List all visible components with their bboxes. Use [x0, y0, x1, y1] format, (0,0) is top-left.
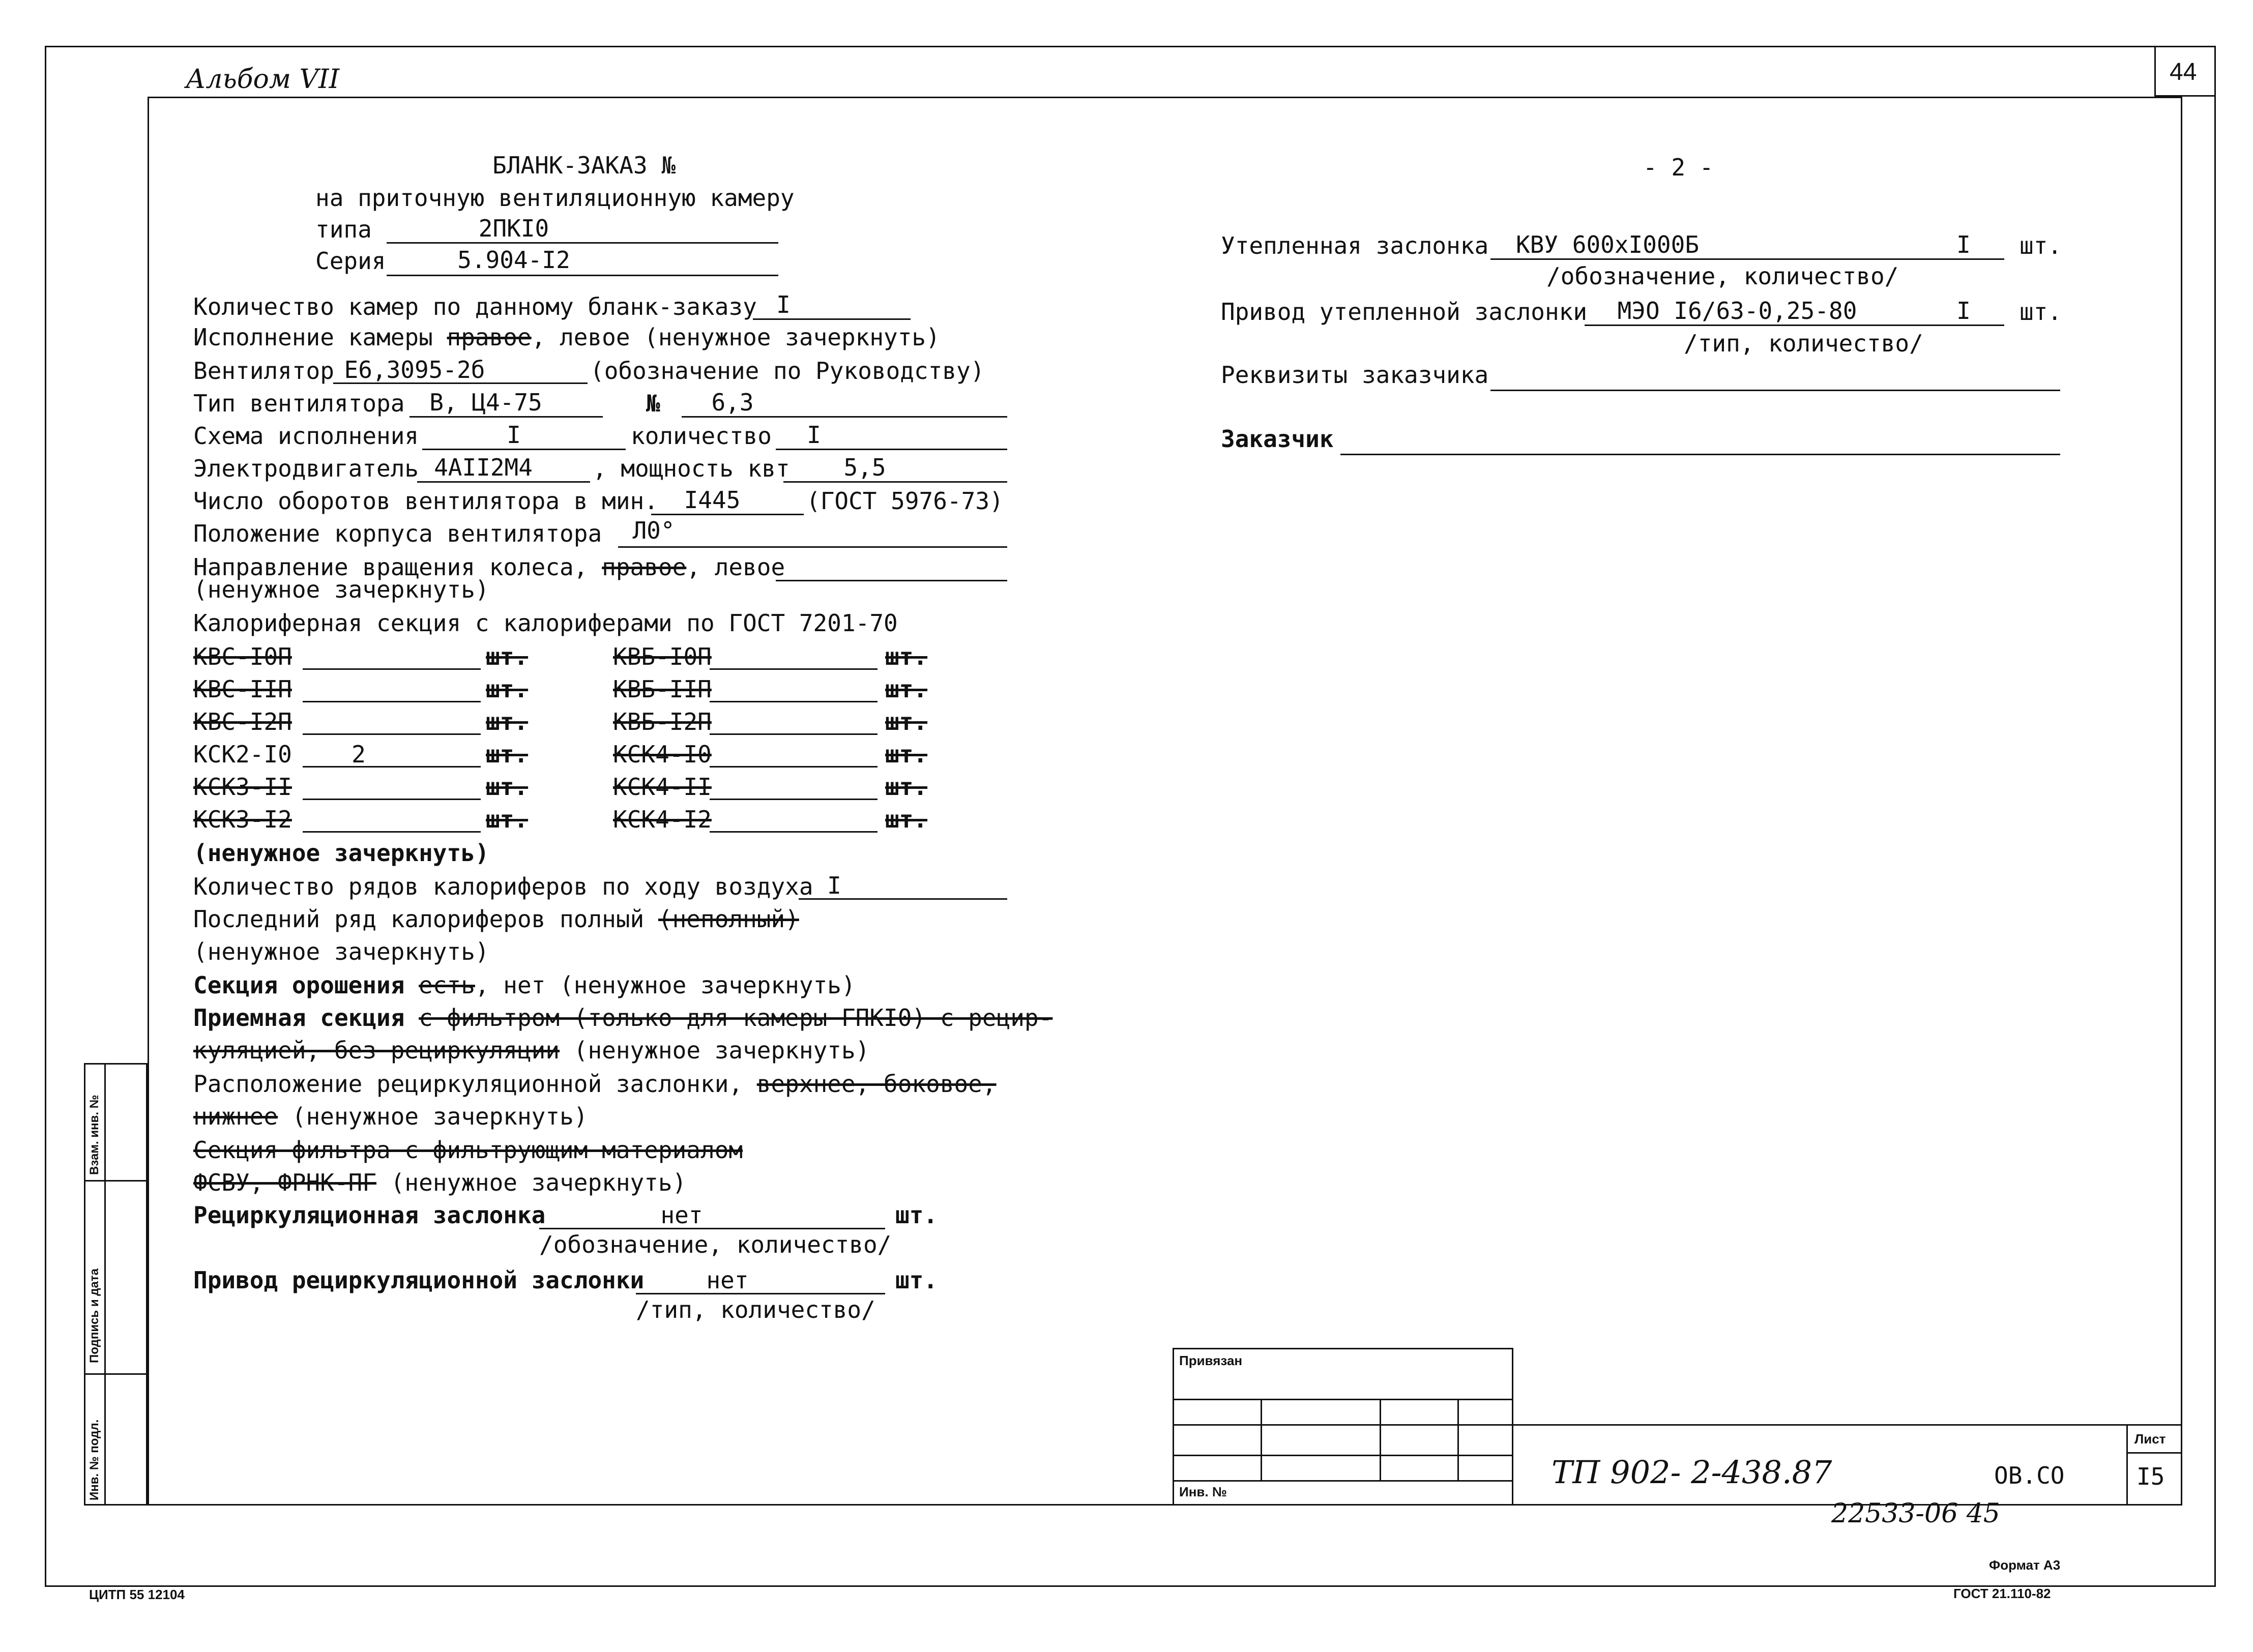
- heater-unit: шт.: [486, 643, 529, 670]
- bound-label: Привязан: [1179, 1353, 1243, 1368]
- casing-value: Л0°: [632, 517, 675, 544]
- recirc-drive-sub: /тип, количество/: [636, 1296, 875, 1323]
- recirc-drive-value: нет: [706, 1266, 749, 1294]
- execution-row: [193, 323, 940, 351]
- heater-line: [710, 701, 877, 702]
- intake-strike: с фильтром (только для камеры ГПКI0) с рецир-: [419, 1004, 1053, 1031]
- damper-pos-row: [193, 1072, 997, 1096]
- insulated-line: [1490, 258, 2004, 260]
- heater-unit: шт.: [885, 708, 928, 735]
- rotation-strike: правое: [602, 553, 687, 581]
- execution-label-b: , левое (ненужное зачеркнуть): [531, 323, 940, 351]
- drive-label: Привод утепленной заслонки: [1221, 298, 1588, 326]
- inv-label: Инв. №: [1179, 1484, 1227, 1499]
- rpm-note: (ГОСТ 5976-73): [806, 487, 1004, 515]
- filter-note: (ненужное зачеркнуть): [390, 1169, 687, 1196]
- heater-line: [303, 701, 481, 702]
- last-row-note: (ненужное зачеркнуть): [193, 938, 489, 965]
- rpm-label: Число оборотов вентилятора в мин.: [193, 487, 658, 515]
- execution-strike: правое: [447, 323, 532, 351]
- fan-label: Вентилятор: [193, 357, 334, 385]
- type-line: [387, 242, 778, 244]
- type-value: 2ПКI0: [478, 215, 549, 242]
- series-value: 5.904-I2: [457, 246, 570, 274]
- bound-row2: [1173, 1424, 1513, 1426]
- heater-unit: шт.: [885, 741, 928, 768]
- num-label: №: [646, 390, 660, 417]
- recirc-unit: шт.: [895, 1201, 938, 1229]
- casing-label: Положение корпуса вентилятора: [193, 520, 602, 547]
- citp-label: ЦИТП 55 12104: [89, 1587, 185, 1602]
- irrigation-tail: , нет (ненужное зачеркнуть): [475, 971, 856, 999]
- customer-label: Заказчик: [1221, 425, 1334, 453]
- insulated-unit: шт.: [2020, 232, 2062, 259]
- heater-name: КВБ-I2П: [613, 708, 712, 735]
- scheme-label: Схема исполнения: [193, 422, 419, 450]
- series-line: [387, 275, 778, 276]
- album-label: Альбом VII: [186, 64, 340, 95]
- heater-note: (ненужное зачеркнуть): [193, 839, 489, 867]
- heater-unit: шт.: [885, 675, 928, 703]
- fan-type-value: В, Ц4-75: [429, 389, 542, 416]
- side-label-replace: Взам. инв. №: [87, 1095, 101, 1175]
- insulated-value: КВУ 600хI000Б: [1515, 231, 1700, 258]
- drive-line: [1585, 324, 2004, 326]
- main-stamp-top: [1513, 1424, 2182, 1426]
- format-label: Формат А3: [1989, 1557, 2061, 1573]
- qty-label: количество: [631, 422, 772, 450]
- heater-unit: шт.: [486, 675, 529, 703]
- fan-type-line: [409, 416, 603, 418]
- damper-pos-strike2: нижнее: [193, 1103, 278, 1130]
- filter-row2: [193, 1171, 686, 1194]
- irrigation-strike: есть: [419, 971, 475, 999]
- recirc-line: [539, 1228, 885, 1229]
- requisites-line: [1490, 390, 2060, 391]
- num-value: 6,3: [711, 389, 754, 416]
- customer-line: [1340, 454, 2060, 455]
- type-label: типа: [315, 216, 372, 243]
- heater-line: [710, 831, 877, 833]
- heater-title: Калориферная секция с калориферами по ГОСТ 7201-70: [193, 609, 898, 637]
- insulated-sub: /обозначение, количество/: [1546, 262, 1899, 290]
- execution-label-a: Исполнение камеры: [193, 323, 433, 351]
- recirc-value: нет: [660, 1201, 703, 1229]
- heater-name: КВС-IIП: [193, 675, 292, 703]
- damper-pos-label: Расположение рециркуляционной заслонки,: [193, 1070, 743, 1098]
- drive-value: МЭО I6/63-0,25-80: [1617, 297, 1857, 324]
- last-row-strike: (неполный): [658, 905, 799, 933]
- motor-value: 4АII2М4: [434, 454, 533, 481]
- last-row-label: Последний ряд калориферов полный: [193, 905, 645, 933]
- bound-row3: [1173, 1455, 1513, 1456]
- motor-line: [417, 481, 590, 483]
- drive-unit: шт.: [2020, 298, 2062, 326]
- side-stamp-row1: [84, 1180, 148, 1182]
- series-label: Серия: [315, 247, 386, 275]
- fan-note: (обозначение по Руководству): [590, 357, 985, 385]
- heater-name: КВС-I2П: [193, 708, 292, 735]
- heater-name: КСК4-I0: [613, 741, 712, 768]
- power-line: [783, 481, 1007, 483]
- heater-name: КВС-I0П: [193, 643, 292, 670]
- filter-strike2: ФСВУ, ФРНК-ПГ: [193, 1169, 377, 1196]
- qty-line: [776, 449, 1007, 450]
- heater-name: КСК2-I0: [193, 741, 292, 768]
- count-label: Количество камер по данному бланк-заказу: [193, 293, 757, 320]
- qty-value: I: [807, 421, 821, 449]
- rows-label: Количество рядов калориферов по ходу воздуха: [193, 873, 813, 900]
- heater-line: [710, 766, 877, 768]
- count-line: [753, 318, 911, 320]
- heater-line: [710, 799, 877, 800]
- gost-label: ГОСТ 21.110-82: [1953, 1586, 2051, 1601]
- insulated-label: Утепленная заслонка: [1221, 232, 1489, 259]
- rpm-value: I445: [684, 486, 741, 514]
- bound-col2: [1380, 1399, 1381, 1480]
- rotation-note: (ненужное зачеркнуть): [193, 576, 489, 603]
- fan-value: Е6,3095-2б: [344, 356, 485, 383]
- damper-pos-row2: [193, 1105, 588, 1128]
- rotation-label-a: Направление вращения колеса,: [193, 553, 588, 581]
- last-row-line: [193, 907, 799, 931]
- intake-strike2: куляцией, без рециркуляции: [193, 1037, 560, 1064]
- heater-name: КСК3-I2: [193, 806, 292, 833]
- filter-strike: Секция фильтра с фильтрующим материалом: [193, 1136, 743, 1164]
- intake-row: [193, 1006, 1052, 1029]
- damper-pos-strike: верхнее, боковое,: [756, 1070, 997, 1098]
- recirc-drive-line: [636, 1293, 885, 1294]
- heater-unit: шт.: [885, 643, 928, 670]
- side-stamp-row2: [84, 1373, 148, 1375]
- heater-name: КСК4-II: [613, 773, 712, 801]
- sheet-col: [2126, 1424, 2128, 1506]
- bound-stamp: [1173, 1348, 1513, 1506]
- recirc-sub: /обозначение, количество/: [539, 1231, 892, 1258]
- num-line: [682, 416, 1007, 418]
- heater-line: [303, 766, 481, 768]
- bound-col1: [1261, 1399, 1262, 1480]
- intake-label: Приемная секция: [193, 1004, 405, 1031]
- recirc-drive-unit: шт.: [895, 1266, 938, 1294]
- heater-line: [303, 733, 481, 735]
- sheet-label: Лист: [2134, 1431, 2166, 1447]
- power-label: , мощность квт: [593, 455, 790, 482]
- rotation-label-b: , левое: [686, 553, 785, 581]
- irrigation-label: Секция орошения: [193, 971, 405, 999]
- rpm-line: [651, 514, 804, 515]
- damper-pos-note: (ненужное зачеркнуть): [291, 1103, 588, 1130]
- bound-row1: [1173, 1399, 1513, 1400]
- form-title: БЛАНК-ЗАКАЗ №: [492, 152, 676, 179]
- bound-row4: [1173, 1480, 1513, 1482]
- scheme-value: I: [507, 421, 521, 449]
- heater-line: [303, 799, 481, 800]
- heater-unit: шт.: [486, 708, 529, 735]
- drive-qty: I: [1956, 297, 1971, 324]
- heater-line: [303, 831, 481, 833]
- doc-code: ТП 902- 2-438.87: [1552, 1454, 1832, 1491]
- intake-row2: [193, 1039, 869, 1062]
- heater-name: КСК3-II: [193, 773, 292, 801]
- heater-name: КВБ-IIП: [613, 675, 712, 703]
- heater-unit: шт.: [486, 773, 529, 801]
- heater-name: КСК4-I2: [613, 806, 712, 833]
- heater-unit: шт.: [486, 806, 529, 833]
- side-label-sign: Подпись и дата: [87, 1268, 101, 1363]
- irrigation-row: [193, 973, 856, 997]
- sheet-row: [2126, 1452, 2182, 1454]
- drive-sub: /тип, количество/: [1684, 330, 1923, 357]
- rows-value: I: [827, 872, 841, 899]
- heater-line: [303, 668, 481, 670]
- sheet-number-top: 44: [2170, 58, 2197, 85]
- recirc-label: Рециркуляционная заслонка: [193, 1201, 546, 1229]
- heater-line: [710, 668, 877, 670]
- casing-line: [618, 546, 1007, 548]
- recirc-drive-label: Привод рециркуляционной заслонки: [193, 1266, 645, 1294]
- heater-unit: шт.: [885, 773, 928, 801]
- heater-name: КВБ-I0П: [613, 643, 712, 670]
- side-label-inv: Инв. № подл.: [87, 1419, 101, 1500]
- power-value: 5,5: [843, 454, 886, 481]
- archive-number: 22533-06 45: [1831, 1498, 2000, 1529]
- intake-note: (ненужное зачеркнуть): [573, 1037, 870, 1064]
- bound-col3: [1457, 1399, 1459, 1480]
- fan-type-label: Тип вентилятора: [193, 390, 405, 417]
- heater-unit: шт.: [486, 741, 529, 768]
- side-stamp-divider: [104, 1063, 106, 1506]
- insulated-qty: I: [1956, 231, 1971, 258]
- rotation-line: [776, 580, 1007, 581]
- requisites-label: Реквизиты заказчика: [1221, 361, 1489, 389]
- page-number: - 2 -: [1643, 154, 1714, 181]
- section-code: ОВ.СО: [1994, 1462, 2065, 1489]
- scheme-line: [422, 449, 626, 450]
- sheet-value: I5: [2137, 1463, 2165, 1490]
- heater-unit: шт.: [885, 806, 928, 833]
- heater-line: [710, 733, 877, 735]
- heater-value: 2: [352, 741, 366, 768]
- motor-label: Электродвигатель: [193, 455, 419, 482]
- form-subtitle: на приточную вентиляционную камеру: [315, 184, 795, 212]
- count-value: I: [776, 291, 791, 318]
